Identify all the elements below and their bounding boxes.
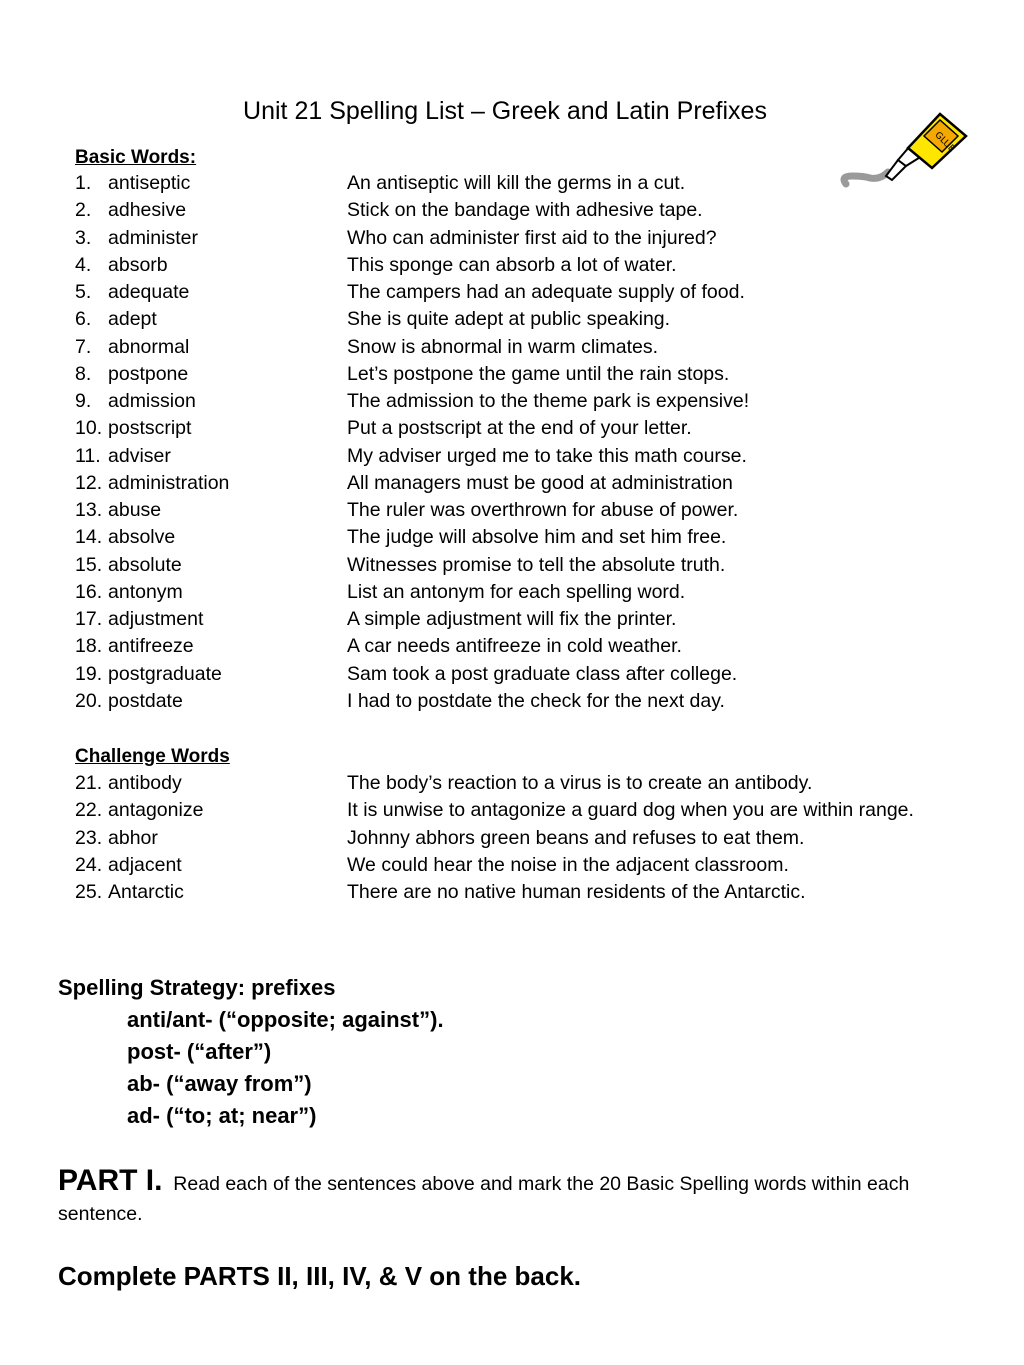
spelling-word: antifreeze	[108, 635, 194, 658]
spelling-word: antiseptic	[108, 172, 191, 194]
example-sentence: My adviser urged me to take this math course.	[347, 444, 747, 467]
spelling-word: absorb	[108, 253, 168, 276]
spelling-word: adept	[108, 308, 157, 331]
page-title: Unit 21 Spelling List – Greek and Latin Prefixes	[243, 97, 767, 125]
word-number: 24.	[75, 853, 103, 876]
list-item	[0, 170, 1024, 197]
word-number: 23.	[75, 826, 103, 849]
example-sentence: Johnny abhors green beans and refuses to eat them.	[347, 826, 805, 849]
spelling-word: admission	[108, 390, 196, 412]
list-item	[0, 252, 1024, 279]
basic-words-heading: Basic Words:	[75, 147, 197, 168]
word-number: 1.	[75, 172, 92, 194]
spelling-word: absolute	[108, 553, 182, 576]
strategy-line: post- (“after”)	[127, 1039, 272, 1064]
strategy-line: ad- (“to; at; near”)	[127, 1103, 317, 1128]
spelling-word: antibody	[108, 772, 182, 794]
list-item	[0, 661, 1024, 688]
list-item	[0, 879, 1024, 906]
word-number: 6.	[75, 308, 92, 331]
spelling-word: administration	[108, 471, 230, 494]
word-number: 21.	[75, 772, 103, 794]
spelling-word: antagonize	[108, 799, 204, 822]
list-item	[0, 552, 1024, 579]
spelling-word: abnormal	[108, 335, 190, 358]
list-item	[0, 197, 1024, 224]
part-one-text: Read each of the sentences above and mark the 20 Basic Spelling words within each sentence.	[58, 1173, 910, 1225]
part-one-instructions	[58, 1166, 968, 1229]
spelling-word: adviser	[108, 444, 171, 467]
strategy-line: ab- (“away from”)	[127, 1071, 312, 1096]
example-sentence: The body’s reaction to a virus is to create an antibody.	[347, 772, 813, 794]
list-item	[0, 497, 1024, 524]
list-item	[0, 579, 1024, 606]
word-number: 20.	[75, 689, 103, 712]
spelling-word: postpone	[108, 362, 189, 385]
spelling-word: adjustment	[108, 608, 204, 630]
word-number: 19.	[75, 662, 103, 685]
word-number: 8.	[75, 362, 92, 385]
list-item	[0, 388, 1024, 415]
glue-label: GLUE	[932, 130, 957, 155]
example-sentence: The judge will absolve him and set him free.	[347, 526, 727, 549]
spelling-word: Antarctic	[108, 881, 184, 903]
spelling-word: postgraduate	[108, 662, 222, 685]
list-item	[0, 225, 1024, 252]
example-sentence: This sponge can absorb a lot of water.	[347, 253, 677, 276]
word-number: 2.	[75, 199, 92, 222]
list-item	[0, 770, 1024, 797]
spelling-word: adjacent	[108, 853, 182, 876]
word-number: 5.	[75, 281, 92, 303]
list-item	[0, 688, 1024, 715]
example-sentence: There are no native human residents of the Antarctic.	[347, 881, 806, 903]
example-sentence: All managers must be good at administration	[347, 471, 733, 494]
strategy-line: anti/ant- (“opposite; against”).	[127, 1007, 444, 1032]
list-item	[0, 415, 1024, 442]
challenge-words-list	[0, 770, 1024, 906]
example-sentence: I had to postdate the check for the next day.	[347, 689, 725, 712]
example-sentence: Let’s postpone the game until the rain stops.	[347, 362, 730, 385]
word-number: 18.	[75, 635, 103, 658]
example-sentence: We could hear the noise in the adjacent classroom.	[347, 853, 789, 876]
example-sentence: The campers had an adequate supply of food.	[347, 281, 745, 303]
example-sentence: An antiseptic will kill the germs in a cut.	[347, 172, 686, 194]
list-item	[0, 606, 1024, 633]
list-item	[0, 361, 1024, 388]
word-number: 13.	[75, 499, 103, 521]
challenge-words-heading: Challenge Words	[75, 746, 230, 767]
list-item	[0, 334, 1024, 361]
word-number: 17.	[75, 608, 103, 630]
word-number: 3.	[75, 226, 92, 249]
word-number: 7.	[75, 335, 92, 358]
list-item	[0, 825, 1024, 852]
complete-parts-note: Complete PARTS II, III, IV, & V on the back.	[58, 1261, 581, 1291]
word-number: 12.	[75, 471, 103, 494]
word-number: 9.	[75, 390, 92, 412]
spelling-word: postdate	[108, 689, 183, 712]
list-item	[0, 279, 1024, 306]
example-sentence: It is unwise to antagonize a guard dog when you are within range.	[347, 799, 914, 822]
list-item	[0, 306, 1024, 333]
word-number: 25.	[75, 881, 103, 903]
spelling-word: postscript	[108, 417, 192, 440]
word-number: 11.	[75, 444, 101, 467]
word-number: 22.	[75, 799, 103, 822]
list-item	[0, 797, 1024, 824]
example-sentence: Put a postscript at the end of your letter.	[347, 417, 692, 440]
example-sentence: Who can administer first aid to the injured?	[347, 226, 717, 249]
example-sentence: Stick on the bandage with adhesive tape.	[347, 199, 703, 222]
example-sentence: The ruler was overthrown for abuse of power.	[347, 499, 739, 521]
word-number: 10.	[75, 417, 103, 440]
example-sentence: Sam took a post graduate class after college.	[347, 662, 738, 685]
spelling-word: absolve	[108, 526, 176, 549]
word-number: 15.	[75, 553, 103, 576]
example-sentence: Witnesses promise to tell the absolute truth.	[347, 553, 726, 576]
list-item	[0, 524, 1024, 551]
word-number: 4.	[75, 253, 92, 276]
part-one-label: PART I.	[58, 1164, 163, 1197]
word-number: 14.	[75, 526, 103, 549]
example-sentence: A car needs antifreeze in cold weather.	[347, 635, 682, 658]
example-sentence: Snow is abnormal in warm climates.	[347, 335, 659, 358]
list-item	[0, 633, 1024, 660]
example-sentence: A simple adjustment will fix the printer.	[347, 608, 677, 630]
list-item	[0, 443, 1024, 470]
spelling-word: adhesive	[108, 199, 187, 222]
list-item	[0, 852, 1024, 879]
spelling-word: administer	[108, 226, 198, 249]
spelling-word: abuse	[108, 499, 162, 521]
basic-words-list	[0, 170, 1024, 715]
example-sentence: The admission to the theme park is expensive!	[347, 390, 750, 412]
example-sentence: List an antonym for each spelling word.	[347, 580, 686, 603]
word-number: 16.	[75, 580, 103, 603]
spelling-word: adequate	[108, 281, 190, 303]
example-sentence: She is quite adept at public speaking.	[347, 308, 671, 331]
strategy-heading: Spelling Strategy: prefixes	[58, 975, 336, 1000]
list-item	[0, 470, 1024, 497]
spelling-strategy	[58, 972, 444, 1132]
spelling-word: abhor	[108, 826, 158, 849]
spelling-word: antonym	[108, 580, 183, 603]
